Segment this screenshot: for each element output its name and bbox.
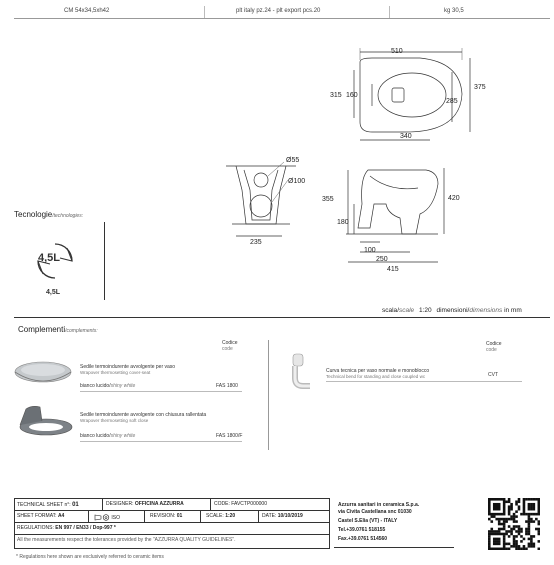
dim-315: 315 [330,92,342,99]
regulations: REGULATIONS: EN 997 / EN33 / Dop-997 * [17,525,116,531]
qr-code-icon[interactable] [488,498,540,550]
flush-caption: 4,5L [46,289,61,296]
row-divider [80,391,242,392]
header-pallet: plt italy pz.24 - plt export pcs.20 [236,8,321,14]
dim-285: 285 [446,98,458,105]
dim-375: 375 [474,84,486,91]
header-weight: kg 30,5 [444,8,464,14]
company-street: via Civita Castellana snc 01030 [338,509,412,515]
dim-d100: Ø100 [288,178,306,185]
iso-projection: ISO [94,514,120,521]
tb-rule [210,498,211,510]
company-name: Azzurra sanitari in ceramica S.p.a. [338,502,420,508]
dim-420: 420 [448,195,460,202]
front-view-drawing [222,150,312,250]
header-separator [389,6,390,18]
complement-item-1-finish: bianco lucido/shiny white [80,383,136,389]
complements-title: Complementi/complements: [18,325,98,334]
tolerance-note: All the measurements respect the tolerances provided by the "AZZURRA QUALITY GUIDELINES". [17,537,236,543]
tb-rule [258,510,259,522]
tb-rule [102,498,103,510]
tb-rule [200,510,201,522]
complement-item-3-name: Curva tecnica per vaso normale e monoblocco [326,368,430,374]
dim-415: 415 [387,266,399,273]
sheet-number: TECHNICAL SHEET n°: 01 [17,502,79,508]
code: CODE: FAVCTP000000 [214,501,267,507]
code-header-1: Codice code [222,340,238,352]
complement-item-2-name-en: Wrapover thermosetting soft close [80,418,149,423]
company-tel: Tel.+39.0761 518155 [338,527,386,533]
dim-100: 100 [364,247,376,254]
complement-item-3-name-en: Technical bend for standing and close coupled wc [326,374,426,379]
technology-title: Tecnologie/technologies: [14,210,84,219]
code-header-2: Codice code [486,341,502,353]
side-view-drawing [330,158,460,278]
header-dimensions: CM 54x34,5xh42 [64,8,110,14]
dim-d55: Ø55 [286,157,300,164]
dim-510: 510 [391,48,403,55]
company-city: Castel S.Elia (VT) - ITALY [338,518,398,524]
dim-340: 340 [400,133,412,140]
row-divider [326,381,522,382]
dim-180: 180 [337,219,349,226]
scale-underline [14,317,550,318]
complement-item-2-name: Sedile termoindurente avvolgente con chiusura rallentata [80,412,207,418]
flush-badge-label: 4,5L [38,252,61,264]
soft-close-seat-icon [12,403,76,439]
header-strip [14,6,550,19]
tb-rule [14,510,329,511]
complements-divider [268,340,269,450]
tb-rule [88,510,89,522]
bend-pipe-icon [286,352,312,392]
tb-rule [144,510,145,522]
sheet-format: SHEET FORMAT: A4 [17,513,65,519]
complement-item-1-name: Sedile termoindurente avvolgente per vaso [80,364,176,370]
scale: SCALE: 1:20 [206,513,236,519]
header-separator [204,6,205,18]
complement-item-1-code: FAS 1800 [216,383,238,389]
dim-355: 355 [322,196,334,203]
company-fax: Fax.+39.0761 514560 [338,536,388,542]
complement-item-1-name-en: Wrapover thermosetting cover-seat [80,370,151,375]
dim-235: 235 [250,239,262,246]
date: DATE: 10/10/2019 [262,513,303,519]
row-divider [80,441,242,442]
projection-symbol-icon [94,514,110,521]
complement-item-2-code: FAS 1800/F [216,433,243,439]
complement-item-2-finish: bianco lucido/shiny white [80,433,136,439]
dim-250: 250 [376,256,388,263]
toilet-seat-icon [12,358,74,388]
technology-divider [104,222,105,300]
scale-line: scala/scale 1:20 dimensioni/dimensions in mm [382,307,522,314]
tb-rule [14,522,329,523]
dim-160: 160 [346,92,358,99]
complement-item-3-code: CVT [488,372,498,378]
tb-rule [14,534,329,535]
footnote: * Regulations here shown are exclusively referred to ceramic items [16,554,164,560]
revision: REVISION: 01 [150,513,183,519]
designer: DESIGNER: OFFICINA AZZURRA [106,501,184,507]
